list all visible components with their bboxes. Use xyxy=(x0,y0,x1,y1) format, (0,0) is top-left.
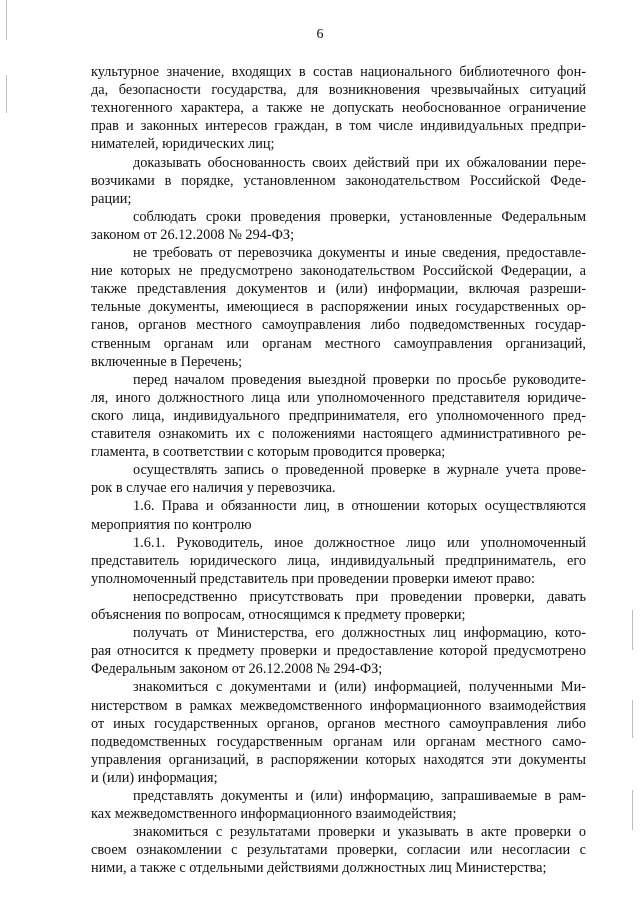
text-line-content: получать от Министерства, его должностных лиц информацию, кото- xyxy=(133,625,586,642)
text-line-content: ганов, органов местного самоуправления либо подведомственных государ- xyxy=(91,317,586,334)
text-line-content: уполномоченный представитель при проведении проверки имеют право: xyxy=(91,570,535,587)
text-line-content: ского лица, индивидуального предпринимателя, его уполномоченного пред- xyxy=(91,407,586,424)
text-line-content: культурное значение, входящих в состав национального библиотечного фон- xyxy=(91,64,586,80)
text-line-content: также представления документов и (или) информации, включая разреши- xyxy=(91,281,586,298)
scan-artifact xyxy=(632,610,633,650)
text-line-content: возчиками в порядке, установленном законодательством Российской Феде- xyxy=(91,172,586,189)
text-line-content: рации; xyxy=(91,190,132,207)
text-line-content: 1.6. Права и обязанности лиц, в отношении которых осуществляются xyxy=(133,498,586,515)
scan-artifact xyxy=(6,0,7,40)
text-line-content: доказывать обоснованность своих действий при их обжаловании пере- xyxy=(133,154,586,171)
text-line-content: мероприятия по контролю xyxy=(91,516,252,533)
text-line xyxy=(0,858,640,879)
text-line-content: законом от 26.12.2008 № 294-ФЗ; xyxy=(91,226,295,243)
text-line-content: гламента, в соответствии с которым проводится проверка; xyxy=(91,444,446,461)
text-line-content: Федеральным законом от 26.12.2008 № 294-ФЗ; xyxy=(91,661,383,678)
text-line-content: ние которых не предусмотрено законодательством Российской Федерации, а xyxy=(91,263,586,280)
text-line-content: прав и законных интересов граждан, в том числе индивидуальных предпри- xyxy=(91,118,586,135)
scan-artifact xyxy=(632,790,633,830)
page-number: 6 xyxy=(316,27,324,42)
text-line-content: непосредственно присутствовать при проведении проверки, давать xyxy=(133,588,586,605)
text-line-content: включенные в Перечень; xyxy=(91,353,243,370)
text-line-content: подведомственных государственным органам или органам местного само- xyxy=(91,733,586,750)
text-line-content: управления организаций, в распоряжении которых находятся эти документы xyxy=(91,751,586,768)
text-line-content: ставителя ознакомить их с положениями настоящего административного ре- xyxy=(91,426,586,442)
text-line-content: нимателей, юридических лиц; xyxy=(91,136,275,153)
text-line-content: ственным органам или органам местного самоуправления организаций, xyxy=(91,335,586,352)
scan-artifact xyxy=(6,75,7,113)
text-line-content: да, безопасности государства, для возникновения чрезвычайных ситуаций xyxy=(91,82,586,99)
text-line-content: своем ознакомлении с результатами проверки, согласии или несогласии с xyxy=(91,842,586,859)
text-line-content: объяснения по вопросам, относящимся к предмету проверки; xyxy=(91,607,466,623)
text-line-content: знакомиться с результатами проверки и указывать в акте проверки о xyxy=(133,824,586,841)
text-line-content: нистерством в рамках межведомственного информационного взаимодействия xyxy=(91,697,586,714)
text-line-content: тельные документы, имеющиеся в распоряжении иных государственных ор- xyxy=(91,299,586,316)
text-line-content: от иных государственных органов, органов местного самоуправления либо xyxy=(91,715,586,732)
text-line-content: ках межведомственного информационного взаимодействия; xyxy=(91,806,457,823)
text-line-content: перед началом проведения выездной проверки по просьбе руководите- xyxy=(133,371,586,388)
text-line-content: 1.6.1. Руководитель, иное должностное лицо или уполномоченный xyxy=(133,534,586,551)
text-line-content: и (или) информация; xyxy=(91,769,218,786)
text-line-content: техногенного характера, а также не допускать необоснованное ограничение xyxy=(91,100,586,117)
text-line-content: осуществлять запись о проведенной проверке в журнале учета прове- xyxy=(133,462,586,479)
text-line-content: рая относится к предмету проверки и предоставление которой предусмотрено xyxy=(91,643,586,660)
text-line-content: ними, а также с отдельными действиями должностных лиц Министерства; xyxy=(91,860,547,877)
text-line-content: ля, иного должностного лица или уполномоченного представителя юридиче- xyxy=(91,389,586,406)
text-line-content: не требовать от перевозчика документы и иные сведения, предоставле- xyxy=(133,245,586,261)
text-line-content: представитель юридического лица, индивидуальный предприниматель, его xyxy=(91,552,586,569)
text-line-content: соблюдать сроки проведения проверки, установленные Федеральным xyxy=(133,208,586,225)
text-line-content: рок в случае его наличия у перевозчика. xyxy=(91,480,336,497)
text-line-content: представлять документы и (или) информацию, запрашиваемые в рам- xyxy=(133,788,586,804)
text-line-content: знакомиться с документами и (или) информацией, полученными Ми- xyxy=(133,679,586,696)
scan-artifact xyxy=(632,700,633,738)
